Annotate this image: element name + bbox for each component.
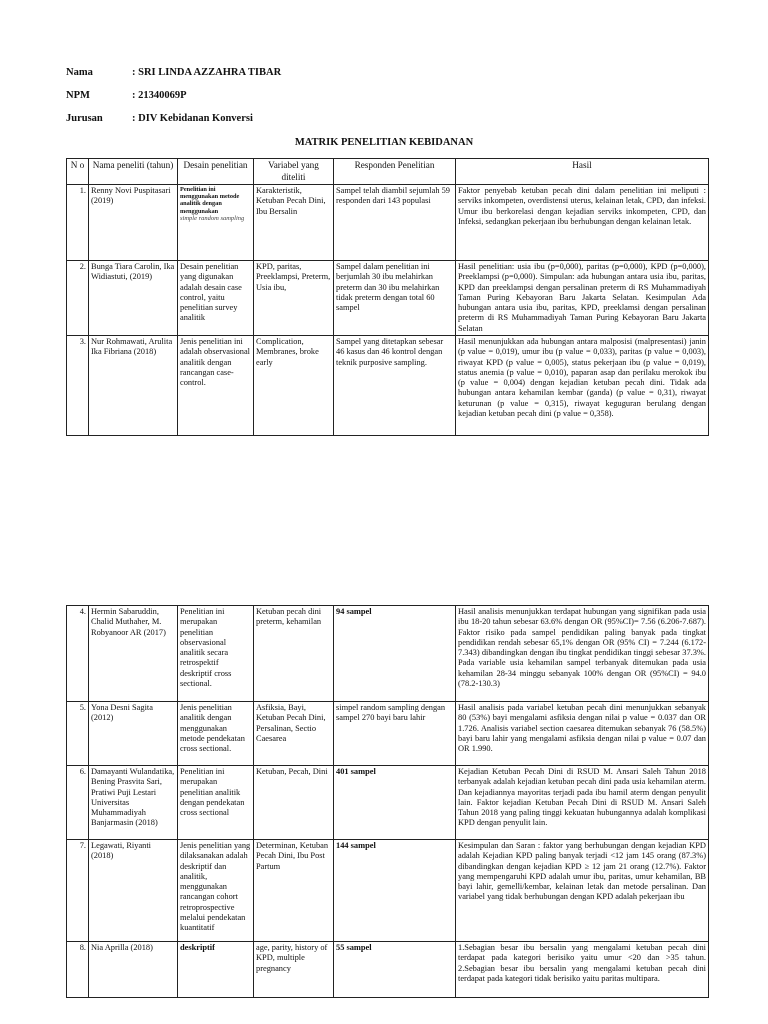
row-no: 8.: [67, 942, 89, 998]
row-hasil: Hasil menunjukkan ada hubungan antara malposisi (malpresentasi) janin (p value = 0,019), umur ibu (p value = 0,033), paritas (p value = 0,003), riwayat KPD (p value = 0,005), status pekerjaan ibu (p value = 0,019), status anemia (p value = 0,010), paparan asap dan perilaku merokok ibu (p value = 0,004) dengan kejadian ketuban pecah dini. Tidak ada hubungan antara kehamilan kembar (ganda) (p value = 0,31), riwayat keturunan (p value = 0,315), riwayat keguguran berulang dengan kejadian ketuban pecah dini (p value = 0,358).: [456, 336, 709, 436]
row-no: 3.: [67, 336, 89, 436]
col-header-responden: Responden Penelitian: [334, 159, 456, 185]
row-hasil: Hasil analisis menunjukkan terdapat hubungan yang signifikan pada usia ibu 18-20 tahun sebesar 63.6% dengan OR (95%CI)= 7.56 (6.206-7.687). Faktor risiko pada sampel pendidikan paling banyak pada tingkat pendidikan rendah sebesar 65,1% dengan OR (95% CI) = 7.244 (6.172-7.343) dibandingkan dengan ibu tingkat pendidikan tinggi sebesar 37.3%. Pada variable usia kehamilan sampel terbanyak ditemukan pada usia kehamilan 28-34 minggu sebanyak 100% dengan OR (95%CI) = 94.0 (78.2-130.3): [456, 606, 709, 702]
table-row: [67, 336, 709, 436]
row-responden: 94 sampel: [334, 606, 456, 702]
row-hasil: Faktor penyebab ketuban pecah dini dalam penelitian ini meliputi : serviks inkompeten, overdistensi uterus, kelainan letak, CPD, dan infeksi. Umur ibu berkorelasi dengan kejadian serviks inkompeten, CPD, dan Infeksi, sedangkan pekerjaan ibu berhubungan dengan kelainan letak.: [456, 185, 709, 261]
npm-label: NPM: [66, 90, 90, 101]
info-jurusan: [66, 113, 253, 124]
row-hasil: Hasil penelitian: usia ibu (p=0,000), paritas (p=0,000), KPD (p=0,000), Preeklampsi (p=0,000). Simpulan: ada hubungan antara usia ibu, paritas, KPD dan preeklampsi dengan persalinan preterm di RS Muhammadiyah Taman Puring Kebayoran Baru Jakarta Selatan. Kesimpulan Ada hubungan antara usia ibu, paritas, KPD, preeklamsi dengan persalinan preterm di RS Muhammadiyah Taman Puring Kebayoran Baru Jakarta Selatan: [456, 261, 709, 336]
row-hasil: 1.Sebagian besar ibu bersalin yang mengalami ketuban pecah dini terdapat pada kategori berisiko yaitu umur <20 dan >35 tahun. 2.Sebagian besar ibu bersalin yang mengalami ketuban pecah dini terdapat pada kategori tidak berisiko yaitu paritas multipara.: [456, 942, 709, 998]
row-nama: Renny Novi Puspitasari (2019): [89, 185, 178, 261]
row-desain: Jenis penelitian analitik dengan menggunakan metode pendekatan cross sectional.: [178, 702, 254, 766]
row-nama: Nur Rohmawati, Arulita Ika Fibriana (2018): [89, 336, 178, 436]
row-desain: deskriptif: [178, 942, 254, 998]
jurusan-value: : DIV Kebidanan Konversi: [132, 113, 253, 124]
row-responden: 401 sampel: [334, 766, 456, 840]
col-header-no: N o: [67, 159, 89, 185]
row-nama: Damayanti Wulandatika, Bening Prasvita Sari, Pratiwi Puji Lestari Universitas Muhammadiyah Banjarmasin (2018): [89, 766, 178, 840]
row-no: 6.: [67, 766, 89, 840]
nama-label: Nama: [66, 67, 93, 78]
table-row: [67, 261, 709, 336]
row-desain: Jenis penelitian ini adalah observasional analitik dengan rancangan case-control.: [178, 336, 254, 436]
row-variabel: Asfiksia, Bayi, Ketuban Pecah Dini, Persalinan, Sectio Caesarea: [254, 702, 334, 766]
jurusan-label: Jurusan: [66, 113, 103, 124]
row-hasil: Hasil analisis pada variabel ketuban pecah dini menunjukkan sebanyak 80 (53%) bayi mengalami asfiksia dengan nilai p value = 0.037 dan OR 1.726. Analisis variabel section caesarea ditemukan sebanyak 76 (58.5%) bayi baru lahir yang mengalami asfiksia dengan nilai p value = 0.07 dan OR 1.990.: [456, 702, 709, 766]
row-variabel: KPD, paritas, Preeklampsi, Preterm, Usia ibu,: [254, 261, 334, 336]
table-header-row: [67, 159, 709, 185]
row-variabel: Karakteristik, Ketuban Pecah Dini, Ibu Bersalin: [254, 185, 334, 261]
row-variabel: Ketuban, Pecah, Dini: [254, 766, 334, 840]
row-no: 4.: [67, 606, 89, 702]
table-row: [67, 702, 709, 766]
col-header-nama: Nama peneliti (tahun): [89, 159, 178, 185]
row-no: 5.: [67, 702, 89, 766]
research-matrix-table-part-1: [66, 158, 709, 436]
row-responden: 55 sampel: [334, 942, 456, 998]
row-nama: Bunga Tiara Carolin, Ika Widiastuti, (2019): [89, 261, 178, 336]
row-desain-note: simple random sampling: [180, 214, 245, 222]
row-nama: Yona Desni Sagita (2012): [89, 702, 178, 766]
row-variabel: Determinan, Ketuban Pecah Dini, Ibu Post Partum: [254, 840, 334, 942]
row-desain-text: Penelitian ini menggunakan metode analitik dengan menggunakan: [180, 186, 240, 215]
table-row: [67, 840, 709, 942]
row-responden: Sampel dalam penelitian ini berjumlah 30 ibu melahirkan preterm dan 30 ibu melahirkan tidak preterm dengan total 60 sampel: [334, 261, 456, 336]
row-hasil: Kesimpulan dan Saran : faktor yang berhubungan dengan kejadian KPD adalah Kejadian KPD paling banyak terjadi <12 jam 145 orang (87.3%) dibandingkan dengan kejadian KPD ≥ 12 jam 21 orang (12.7%). Faktor yang mempengaruhi KPD adalah umur ibu, paritas, umur kehamilan, BB bayi lahir, gemelli/kembar, kelainan letak dan metode persalinan. Dan variabel yang tidak berhubungan dengan KPD adalah pekerjaan ibu: [456, 840, 709, 942]
row-variabel: Ketuban pecah dini preterm, kehamilan: [254, 606, 334, 702]
col-header-variabel: Variabel yang diteliti: [254, 159, 334, 185]
table-row: [67, 185, 709, 261]
row-hasil: Kejadian Ketuban Pecah Dini di RSUD M. Ansari Saleh Tahun 2018 terbanyak adalah kejadian ketuban pecah dini pada usia kehamilan aterm. Dan kejadiannya mayoritas terjadi pada ibu hamil aterm dengan penyulit lain. Faktor kejadian Ketuban Pecah Dini di RSUD M. Ansari Saleh Tahun 2018 yang paling tinggi kekuatan hubungannya adalah komplikasi KPD dengan penyulit lain.: [456, 766, 709, 840]
row-nama: Nia Aprilla (2018): [89, 942, 178, 998]
row-desain: Jenis penelitian yang dilaksanakan adalah deskriptif dan analitik, menggunakan rancangan cohort retroprospective melalui pendekatan kuantitatif: [178, 840, 254, 942]
table-row: [67, 766, 709, 840]
npm-value: : 21340069P: [132, 90, 187, 101]
table-row: [67, 606, 709, 702]
row-desain: Penelitian ini merupakan penelitian analitik dengan pendekatan cross sectional: [178, 766, 254, 840]
row-no: 1.: [67, 185, 89, 261]
row-responden: Sampel telah diambil sejumlah 59 responden dari 143 populasi: [334, 185, 456, 261]
row-no: 7.: [67, 840, 89, 942]
row-responden: simpel random sampling dengan sampel 270 bayi baru lahir: [334, 702, 456, 766]
document-title: MATRIK PENELITIAN KEBIDANAN: [294, 137, 474, 148]
row-desain: Desain penelitian yang digunakan adalah desain case control, yaitu penelitian survey analitik: [178, 261, 254, 336]
row-variabel: Complication, Membranes, broke early: [254, 336, 334, 436]
info-npm: [66, 90, 187, 101]
row-variabel: age, parity, history of KPD, multiple pregnancy: [254, 942, 334, 998]
col-header-hasil: Hasil: [456, 159, 709, 185]
col-header-desain: Desain penelitian: [178, 159, 254, 185]
info-nama: [66, 67, 281, 78]
row-responden: 144 sampel: [334, 840, 456, 942]
research-matrix-table-part-2: [66, 605, 709, 998]
row-nama: Legawati, Riyanti (2018): [89, 840, 178, 942]
row-desain: Penelitian ini merupakan penelitian observasional analitik secara retrospektif deskriptif cross sectional.: [178, 606, 254, 702]
table-row: [67, 942, 709, 998]
row-nama: Hermin Sabaruddin, Chalid Muthaher, M. Robyanoor AR (2017): [89, 606, 178, 702]
row-desain: [178, 185, 254, 261]
nama-value: : SRI LINDA AZZAHRA TIBAR: [132, 67, 282, 78]
row-no: 2.: [67, 261, 89, 336]
row-responden: Sampel yang ditetapkan sebesar 46 kasus dan 46 kontrol dengan teknik purposive sampling.: [334, 336, 456, 436]
